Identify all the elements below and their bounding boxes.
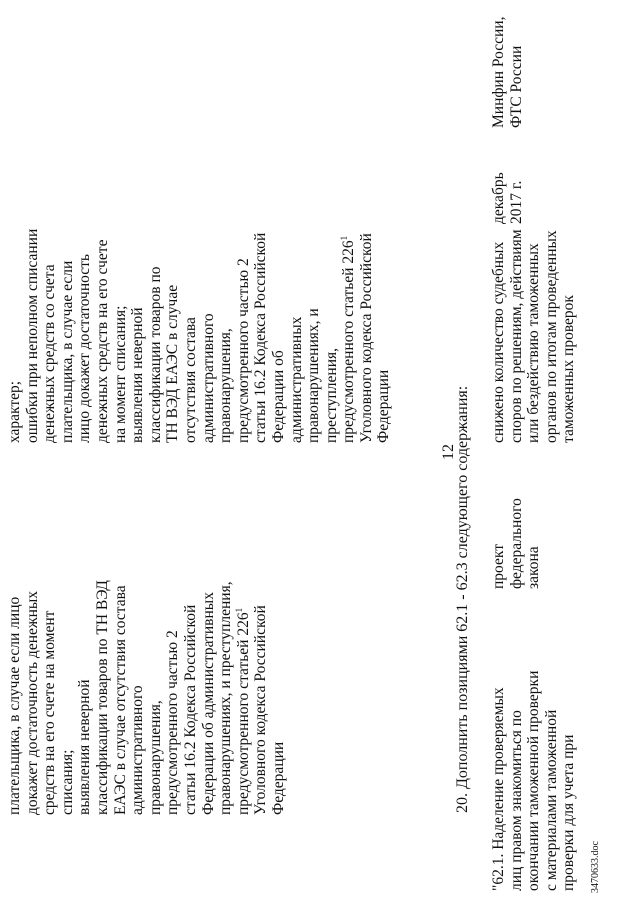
- bottom-measure-line: с материалами таможенной: [542, 709, 560, 891]
- page-number: 12: [440, 444, 457, 460]
- bottom-result-line: снижено количество судебных: [490, 241, 507, 443]
- bottom-measure-cell: [490, 671, 578, 891]
- top-measures-line: средств на его счете на момент: [41, 610, 59, 815]
- top-result-line: предусмотренного статьей $226^1$: [339, 235, 358, 443]
- bottom-result-line: органов по итогам проведенных: [542, 230, 560, 443]
- top-measures-line: выявления неверной: [76, 679, 94, 815]
- top-result-line: характер;: [6, 380, 23, 443]
- bottom-document-line: закона: [525, 546, 543, 589]
- top-measures-line: списания;: [58, 749, 76, 815]
- top-measures-line: статьи 16.2 Кодекса Российской: [181, 604, 199, 815]
- top-result-line: Уголовного кодекса Российской: [357, 233, 375, 443]
- top-result-line: выявления неверной: [129, 307, 147, 443]
- top-measures-line: классификации товаров по ТН ВЭД: [93, 580, 111, 815]
- bottom-result-line: или бездействию таможенных: [525, 243, 543, 443]
- top-measures-line: Уголовного кодекса Российской: [252, 605, 270, 815]
- bottom-result-cell: [490, 229, 578, 443]
- top-measures-line: правонарушения,: [146, 700, 164, 815]
- top-measures-line: ЕАЭС в случае отсутствия состава: [111, 585, 129, 815]
- bottom-responsible-line: ФТС России: [507, 45, 525, 128]
- superscript-mark: 1: [339, 235, 350, 241]
- top-measures-line: административного: [129, 685, 147, 815]
- top-result-line: денежных средств на его счете: [93, 239, 111, 443]
- top-measures-line: Федерации об административных: [199, 592, 217, 815]
- top-result-line: ошибки при неполном списании: [23, 228, 41, 443]
- bottom-result-line: таможенных проверок: [560, 295, 578, 443]
- section-heading: 20. Дополнить позициями 62.1 - 62.3 следующего содержания:: [454, 385, 471, 813]
- bottom-document-line: проект: [490, 544, 507, 589]
- top-result-line: классификации товаров по: [146, 266, 164, 443]
- top-result-line: Федерации об: [269, 350, 287, 443]
- top-measures-line: предусмотренного статьей $226^1$: [233, 607, 252, 815]
- bottom-measure-line: лиц правом знакомиться по: [507, 710, 525, 891]
- bottom-responsible-cell: [490, 17, 525, 128]
- bottom-document-cell: [490, 498, 543, 589]
- bottom-measure-line: окончании таможенной проверки: [525, 670, 543, 891]
- top-measures-line: предусмотренного частью 2: [164, 630, 182, 815]
- top-measures-line: Федерации: [269, 741, 287, 815]
- top-result-line: лицо докажет достаточность: [76, 253, 94, 443]
- bottom-deadline-line: декабрь: [490, 172, 507, 224]
- top-result-line: Федерации: [375, 369, 393, 443]
- top-result-line: предусмотренного частью 2: [234, 258, 252, 443]
- top-measures-line: правонарушениях, и преступления,: [217, 581, 235, 815]
- top-result-line: статьи 16.2 Кодекса Российской: [252, 232, 270, 443]
- top-result-line: отсутствия состава: [181, 317, 199, 443]
- bottom-document-line: федерального: [507, 498, 525, 589]
- superscript-mark: 1: [233, 607, 244, 613]
- top-result-line: административного: [199, 313, 217, 443]
- top-result-line: преступления,: [322, 347, 340, 443]
- bottom-measure-line: "62.1. Наделение проверяемых: [490, 687, 507, 891]
- top-measures-cell: [6, 580, 288, 815]
- bottom-responsible-line: Минфин России,: [490, 16, 507, 128]
- top-result-line: плательщика, в случае если: [58, 260, 76, 443]
- top-result-line: денежных средств со счета: [41, 264, 59, 443]
- top-result-line: на момент списания;: [111, 305, 129, 443]
- bottom-measure-line: проверки для учета при: [560, 734, 578, 891]
- bottom-deadline-cell: [490, 172, 525, 224]
- file-name-footer: 3470633.doc: [590, 841, 601, 893]
- bottom-result-line: споров по решениям, действиям: [507, 229, 525, 443]
- bottom-deadline-line: 2017 г.: [507, 180, 525, 224]
- top-measures-line: докажет достаточность денежных: [23, 590, 41, 815]
- top-result-line: ТН ВЭД ЕАЭС в случае: [164, 284, 182, 443]
- top-result-line: правонарушениях, и: [305, 308, 323, 443]
- top-result-line: правонарушения,: [217, 328, 235, 443]
- top-result-line: административных: [287, 316, 305, 443]
- top-measures-line: плательщика, в случае если лицо: [6, 596, 23, 815]
- top-result-cell: [6, 229, 393, 443]
